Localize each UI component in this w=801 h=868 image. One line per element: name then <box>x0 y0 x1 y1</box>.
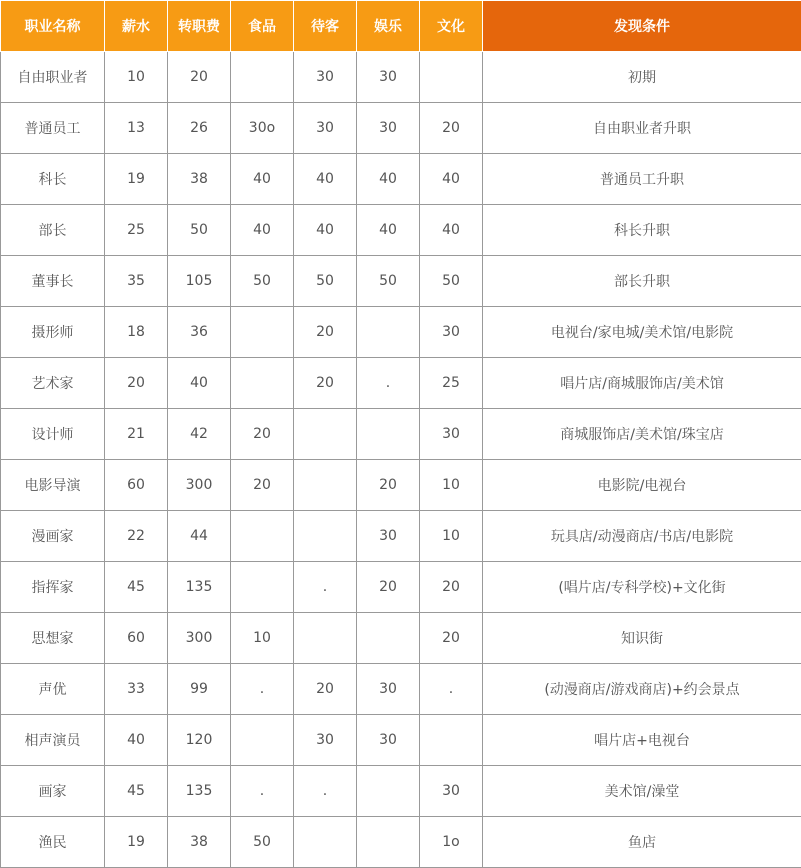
culture-cell: 30 <box>420 307 483 358</box>
header-food: 食品 <box>231 1 294 52</box>
salary-cell: 25 <box>105 205 168 256</box>
discovery-condition-cell: 鱼店 <box>483 817 801 868</box>
salary-cell: 45 <box>105 562 168 613</box>
food-cell: 10 <box>231 613 294 664</box>
transfer-fee-cell: 300 <box>168 460 231 511</box>
food-cell: 20 <box>231 460 294 511</box>
salary-cell: 21 <box>105 409 168 460</box>
salary-cell: 35 <box>105 256 168 307</box>
transfer-fee-cell: 20 <box>168 52 231 103</box>
food-cell: 20 <box>231 409 294 460</box>
entertainment-cell: . <box>357 358 420 409</box>
table-row <box>1 205 801 256</box>
table-row <box>1 409 801 460</box>
discovery-condition-cell: 自由职业者升职 <box>483 103 801 154</box>
table-row <box>1 613 801 664</box>
table-row <box>1 52 801 103</box>
culture-cell: 40 <box>420 205 483 256</box>
hospitality-cell: 30 <box>294 103 357 154</box>
culture-cell: 20 <box>420 562 483 613</box>
job-name-cell: 渔民 <box>1 817 105 868</box>
table-row <box>1 307 801 358</box>
transfer-fee-cell: 44 <box>168 511 231 562</box>
salary-cell: 13 <box>105 103 168 154</box>
hospitality-cell: 20 <box>294 307 357 358</box>
job-name-cell: 设计师 <box>1 409 105 460</box>
job-name-cell: 画家 <box>1 766 105 817</box>
transfer-fee-cell: 120 <box>168 715 231 766</box>
job-name-cell: 普通员工 <box>1 103 105 154</box>
culture-cell: 1o <box>420 817 483 868</box>
hospitality-cell: 50 <box>294 256 357 307</box>
table-row <box>1 817 801 868</box>
discovery-condition-cell: 美术馆/澡堂 <box>483 766 801 817</box>
entertainment-cell <box>357 613 420 664</box>
table-row <box>1 460 801 511</box>
salary-cell: 22 <box>105 511 168 562</box>
job-name-cell: 摄形师 <box>1 307 105 358</box>
table-body <box>1 52 801 868</box>
entertainment-cell: 30 <box>357 52 420 103</box>
salary-cell: 40 <box>105 715 168 766</box>
food-cell <box>231 562 294 613</box>
culture-cell: . <box>420 664 483 715</box>
transfer-fee-cell: 40 <box>168 358 231 409</box>
job-name-cell: 声优 <box>1 664 105 715</box>
culture-cell: 50 <box>420 256 483 307</box>
hospitality-cell: 20 <box>294 358 357 409</box>
job-name-cell: 思想家 <box>1 613 105 664</box>
hospitality-cell <box>294 511 357 562</box>
entertainment-cell: 30 <box>357 103 420 154</box>
header-entertainment: 娱乐 <box>357 1 420 52</box>
table-row <box>1 358 801 409</box>
entertainment-cell: 40 <box>357 205 420 256</box>
transfer-fee-cell: 26 <box>168 103 231 154</box>
job-name-cell: 电影导演 <box>1 460 105 511</box>
hospitality-cell: 40 <box>294 205 357 256</box>
food-cell: 50 <box>231 817 294 868</box>
hospitality-cell <box>294 409 357 460</box>
table-row <box>1 511 801 562</box>
discovery-condition-cell: 知识街 <box>483 613 801 664</box>
hospitality-cell <box>294 817 357 868</box>
table-row <box>1 664 801 715</box>
transfer-fee-cell: 42 <box>168 409 231 460</box>
food-cell <box>231 52 294 103</box>
hospitality-cell: 20 <box>294 664 357 715</box>
food-cell <box>231 715 294 766</box>
food-cell: . <box>231 766 294 817</box>
header-discovery-condition: 发现条件 <box>483 1 801 52</box>
discovery-condition-cell: 商城服饰店/美术馆/珠宝店 <box>483 409 801 460</box>
header-salary: 薪水 <box>105 1 168 52</box>
discovery-condition-cell: 唱片店+电视台 <box>483 715 801 766</box>
culture-cell: 20 <box>420 103 483 154</box>
discovery-condition-cell: 唱片店/商城服饰店/美术馆 <box>483 358 801 409</box>
hospitality-cell: . <box>294 562 357 613</box>
hospitality-cell <box>294 613 357 664</box>
hospitality-cell: 30 <box>294 715 357 766</box>
job-name-cell: 相声演员 <box>1 715 105 766</box>
discovery-condition-cell: 部长升职 <box>483 256 801 307</box>
discovery-condition-cell: (动漫商店/游戏商店)+约会景点 <box>483 664 801 715</box>
transfer-fee-cell: 105 <box>168 256 231 307</box>
job-name-cell: 董事长 <box>1 256 105 307</box>
job-name-cell: 指挥家 <box>1 562 105 613</box>
salary-cell: 10 <box>105 52 168 103</box>
culture-cell: 20 <box>420 613 483 664</box>
transfer-fee-cell: 99 <box>168 664 231 715</box>
job-name-cell: 自由职业者 <box>1 52 105 103</box>
salary-cell: 60 <box>105 460 168 511</box>
discovery-condition-cell: 电视台/家电城/美术馆/电影院 <box>483 307 801 358</box>
entertainment-cell <box>357 307 420 358</box>
table-row <box>1 562 801 613</box>
entertainment-cell <box>357 409 420 460</box>
table-row <box>1 256 801 307</box>
culture-cell: 10 <box>420 460 483 511</box>
salary-cell: 19 <box>105 817 168 868</box>
discovery-condition-cell: 科长升职 <box>483 205 801 256</box>
food-cell <box>231 307 294 358</box>
salary-cell: 60 <box>105 613 168 664</box>
culture-cell <box>420 715 483 766</box>
food-cell: 50 <box>231 256 294 307</box>
entertainment-cell: 20 <box>357 460 420 511</box>
culture-cell <box>420 52 483 103</box>
job-name-cell: 漫画家 <box>1 511 105 562</box>
header-row <box>1 1 801 52</box>
discovery-condition-cell: 普通员工升职 <box>483 154 801 205</box>
table-row <box>1 715 801 766</box>
culture-cell: 30 <box>420 409 483 460</box>
hospitality-cell: . <box>294 766 357 817</box>
culture-cell: 40 <box>420 154 483 205</box>
culture-cell: 30 <box>420 766 483 817</box>
transfer-fee-cell: 36 <box>168 307 231 358</box>
entertainment-cell: 40 <box>357 154 420 205</box>
header-hospitality: 待客 <box>294 1 357 52</box>
table-row <box>1 154 801 205</box>
header-culture: 文化 <box>420 1 483 52</box>
entertainment-cell: 30 <box>357 511 420 562</box>
job-name-cell: 部长 <box>1 205 105 256</box>
hospitality-cell <box>294 460 357 511</box>
transfer-fee-cell: 135 <box>168 562 231 613</box>
transfer-fee-cell: 135 <box>168 766 231 817</box>
transfer-fee-cell: 50 <box>168 205 231 256</box>
salary-cell: 18 <box>105 307 168 358</box>
table-row <box>1 766 801 817</box>
entertainment-cell: 50 <box>357 256 420 307</box>
job-name-cell: 艺术家 <box>1 358 105 409</box>
header-job-name: 职业名称 <box>1 1 105 52</box>
culture-cell: 25 <box>420 358 483 409</box>
entertainment-cell: 20 <box>357 562 420 613</box>
salary-cell: 19 <box>105 154 168 205</box>
discovery-condition-cell: (唱片店/专科学校)+文化街 <box>483 562 801 613</box>
salary-cell: 33 <box>105 664 168 715</box>
food-cell <box>231 358 294 409</box>
food-cell: 40 <box>231 154 294 205</box>
hospitality-cell: 30 <box>294 52 357 103</box>
table-row <box>1 103 801 154</box>
food-cell: 30o <box>231 103 294 154</box>
culture-cell: 10 <box>420 511 483 562</box>
entertainment-cell: 30 <box>357 715 420 766</box>
discovery-condition-cell: 初期 <box>483 52 801 103</box>
food-cell: 40 <box>231 205 294 256</box>
transfer-fee-cell: 38 <box>168 817 231 868</box>
job-name-cell: 科长 <box>1 154 105 205</box>
discovery-condition-cell: 玩具店/动漫商店/书店/电影院 <box>483 511 801 562</box>
food-cell: . <box>231 664 294 715</box>
transfer-fee-cell: 38 <box>168 154 231 205</box>
salary-cell: 45 <box>105 766 168 817</box>
transfer-fee-cell: 300 <box>168 613 231 664</box>
entertainment-cell: 30 <box>357 664 420 715</box>
entertainment-cell <box>357 817 420 868</box>
food-cell <box>231 511 294 562</box>
salary-cell: 20 <box>105 358 168 409</box>
discovery-condition-cell: 电影院/电视台 <box>483 460 801 511</box>
hospitality-cell: 40 <box>294 154 357 205</box>
entertainment-cell <box>357 766 420 817</box>
header-transfer-fee: 转职费 <box>168 1 231 52</box>
